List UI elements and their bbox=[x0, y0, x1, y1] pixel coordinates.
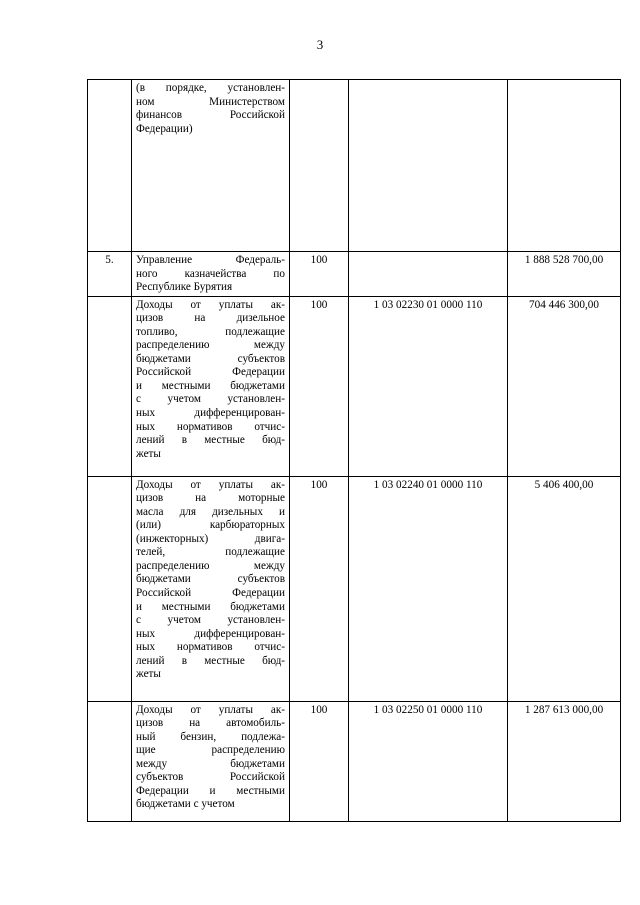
admin-code-cell: 100 bbox=[290, 476, 349, 701]
description-line: Доходы от уплаты ак- bbox=[136, 478, 285, 491]
description-line: и местными бюджетами bbox=[136, 379, 285, 392]
amount-cell: 1 888 528 700,00 bbox=[508, 252, 621, 297]
description-line: (в порядке, установлен- bbox=[136, 82, 285, 94]
budget-classification-code-cell: 1 03 02250 01 0000 110 bbox=[349, 701, 508, 821]
budget-table bbox=[87, 79, 621, 822]
description-line: ного казначейства по bbox=[136, 267, 285, 280]
description-line: (инжекторных) двига- bbox=[136, 532, 285, 545]
admin-code-cell: 100 bbox=[290, 252, 349, 297]
description-line: ный бензин, подлежа- bbox=[136, 730, 285, 743]
page-number: 3 bbox=[316, 37, 324, 52]
table-row bbox=[88, 252, 621, 297]
row-number-cell bbox=[88, 476, 132, 701]
description-line: цизов на дизельное bbox=[136, 312, 285, 325]
description-line: лений в местные бюд- bbox=[136, 654, 285, 667]
description-line: Доходы от уплаты ак- bbox=[136, 703, 285, 716]
description-line: и местными бюджетами bbox=[136, 600, 285, 613]
row-description-cell bbox=[132, 476, 290, 701]
table-row bbox=[88, 476, 621, 701]
admin-code-cell: 100 bbox=[290, 701, 349, 821]
row-number-cell bbox=[88, 296, 132, 476]
description-line: ных нормативов отчис- bbox=[136, 641, 285, 654]
budget-classification-code-cell bbox=[349, 80, 508, 252]
description-line: жеты bbox=[136, 447, 161, 460]
description-line: Управление Федераль- bbox=[136, 254, 285, 266]
row-description-cell bbox=[132, 296, 290, 476]
description-line: ном Министерством bbox=[136, 95, 285, 108]
description-line: распределению между bbox=[136, 559, 285, 572]
description-line: Российской Федерации bbox=[136, 366, 285, 379]
description-line: жеты bbox=[136, 668, 161, 681]
amount-cell: 704 446 300,00 bbox=[508, 296, 621, 476]
row-description-cell bbox=[132, 701, 290, 821]
description-line: бюджетами субъектов bbox=[136, 352, 285, 365]
row-number-cell bbox=[88, 80, 132, 252]
description-line: распределению между bbox=[136, 339, 285, 352]
admin-code-cell: 100 bbox=[290, 296, 349, 476]
description-line: цизов на автомобиль- bbox=[136, 717, 285, 730]
budget-classification-code-cell: 1 03 02240 01 0000 110 bbox=[349, 476, 508, 701]
description-line: бюджетами субъектов bbox=[136, 573, 285, 586]
description-line: ных нормативов отчис- bbox=[136, 420, 285, 433]
amount-cell: 1 287 613 000,00 bbox=[508, 701, 621, 821]
row-number-cell bbox=[88, 701, 132, 821]
row-description-cell bbox=[132, 80, 290, 252]
table-row bbox=[88, 701, 621, 821]
description-line: бюджетами с учетом bbox=[136, 798, 235, 811]
description-line: лений в местные бюд- bbox=[136, 434, 285, 447]
description-line: Республике Бурятия bbox=[136, 281, 233, 294]
description-line: Доходы от уплаты ак- bbox=[136, 298, 285, 311]
amount-cell: 5 406 400,00 bbox=[508, 476, 621, 701]
description-line: ных дифференцирован- bbox=[136, 627, 285, 640]
description-line: Российской Федерации bbox=[136, 587, 285, 600]
description-line: Федерации) bbox=[136, 122, 193, 135]
description-line: щие распределению bbox=[136, 744, 285, 757]
amount-cell bbox=[508, 80, 621, 252]
description-line: субъектов Российской bbox=[136, 771, 285, 784]
table-row bbox=[88, 80, 621, 252]
description-line: цизов на моторные bbox=[136, 492, 285, 505]
row-number-cell: 5. bbox=[88, 252, 132, 297]
table-row bbox=[88, 296, 621, 476]
description-line: (или) карбюраторных bbox=[136, 519, 285, 532]
description-line: с учетом установлен- bbox=[136, 393, 285, 406]
description-line: масла для дизельных и bbox=[136, 505, 285, 518]
description-line: топливо, подлежащие bbox=[136, 325, 285, 338]
description-line: телей, подлежащие bbox=[136, 546, 285, 559]
description-line: финансов Российской bbox=[136, 109, 285, 122]
description-line: Федерации и местными bbox=[136, 784, 285, 797]
budget-classification-code-cell bbox=[349, 252, 508, 297]
admin-code-cell bbox=[290, 80, 349, 252]
budget-classification-code-cell: 1 03 02230 01 0000 110 bbox=[349, 296, 508, 476]
description-line: между бюджетами bbox=[136, 757, 285, 770]
description-line: с учетом установлен- bbox=[136, 614, 285, 627]
description-line: ных дифференцирован- bbox=[136, 407, 285, 420]
row-description-cell bbox=[132, 252, 290, 297]
